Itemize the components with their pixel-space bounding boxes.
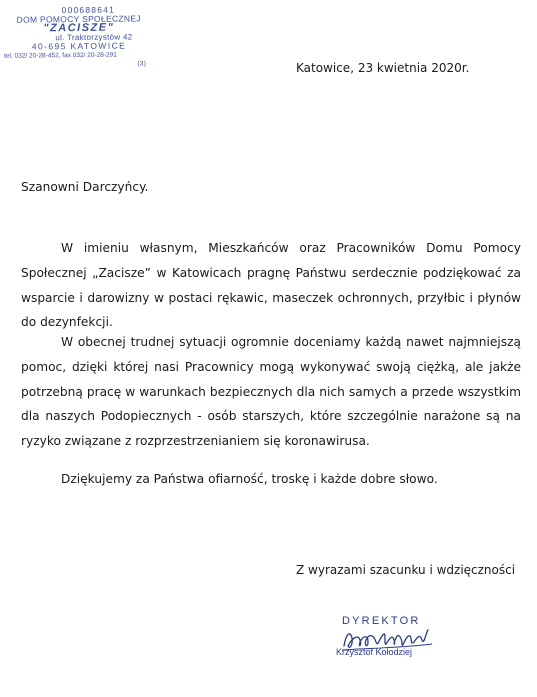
institution-stamp [4,5,155,87]
stamp-city: 40-695 KATOWICE [31,40,127,52]
director-title: DYREKTOR [342,615,421,627]
paragraph-appreciation: W obecnej trudnej sytuacji ogromnie doceniamy każdą nawet najmniejszą pomoc, dzięki której nasi Pracownicy mogą wykonywać swoją ciężką, ale jakże potrzebną pracę w warunkach bezpiecznych dla nich samych a przede wszystkim dla naszych Podopiecznych - osób starszych, które szczególnie narażone są na ryzyko związane z rozprzestrzenianiem się koronawirusa. [21,335,521,449]
paragraph-thanks: W imieniu własnym, Mieszkańców oraz Pracowników Domu Pomocy Społecznej „Zacisze” w Katowicach pragnę Państwu serdecznie podziękować za wsparcie i darowizny w postaci rękawic, maseczek ochronnych, przyłbic i płynów do dezynfekcji. [21,241,521,330]
closing-phrase: Z wyrazami szacunku i wdzięczności [296,563,516,577]
stamp-zacisze: "ZACISZE" [43,21,115,35]
handwritten-signature [340,624,440,658]
letter-date: Katowice, 23 kwietnia 2020r. [296,61,470,75]
salutation: Szanowni Darczyńcy. [21,180,149,194]
stamp-street: ul. Traktorzystów 42 [55,32,133,43]
stamp-phone: tel. 032/ 20-28-452, fax 032/ 20-28-291 [4,51,117,60]
stamp-number: (3) [137,60,147,68]
stamp-id: 000688641 [61,4,116,16]
stamp-institution-name: DOM POMOCY SPOŁECZNEJ [16,13,141,25]
director-name: Krzysztof Kołodziej [336,647,413,657]
paragraph-gratitude: Dziękujemy za Państwa ofiarność, troskę i każde dobre słowo. [61,472,438,486]
